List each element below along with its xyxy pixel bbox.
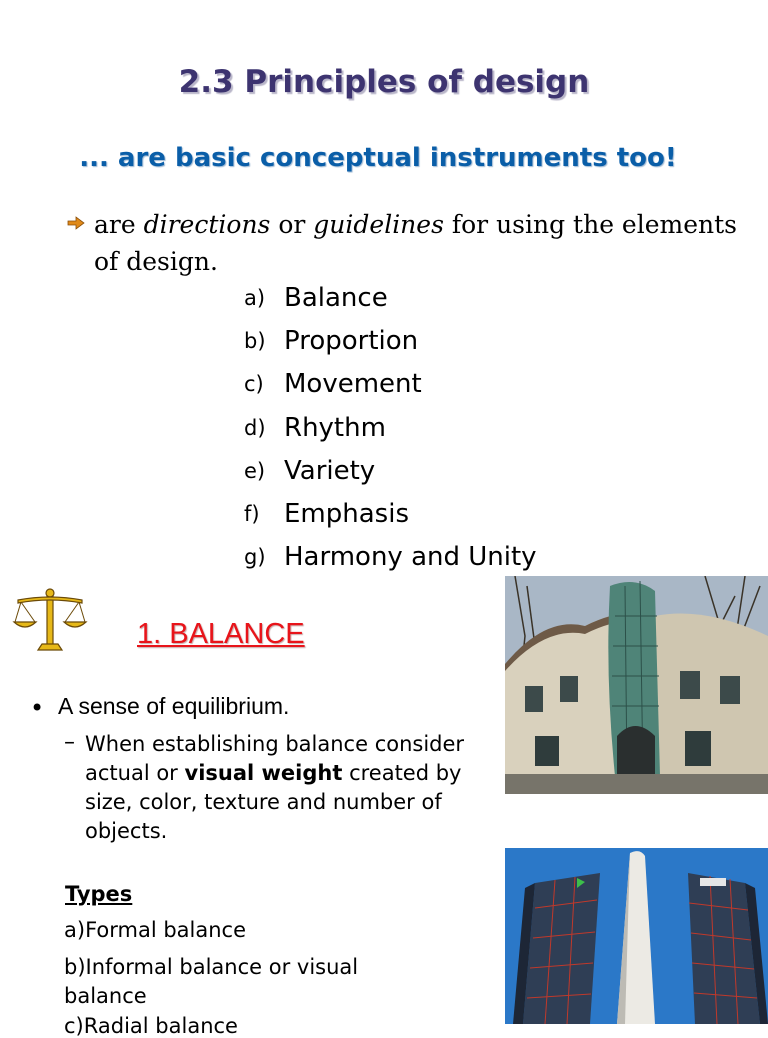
definition-text [94,206,744,280]
list-label: Balance [284,282,388,313]
establish-part2: created by size, color, texture and number of objects. [85,761,462,843]
list-label: Harmony and Unity [284,542,537,573]
crooked-house-photo [505,576,768,794]
list-letter: d) [244,415,266,440]
list-item [244,319,537,362]
principles-list [244,276,537,579]
type-label: Radial balance [83,1014,238,1038]
list-letter: e) [244,458,266,483]
types-label: Types [65,882,133,906]
list-item [244,492,537,535]
establish-part1: When establishing balance consider actual or [85,732,465,785]
list-letter: a) [244,285,266,310]
type-item [64,918,246,942]
type-letter: b) [64,955,86,979]
type-label: Informal balance or visual balance [64,955,359,1008]
slide-title: 2.3 Principles of design [178,64,590,100]
slide-subtitle: ... are basic conceptual instruments too! [79,143,677,173]
type-letter: c) [64,1014,84,1038]
list-letter: g) [244,545,266,570]
definition-suffix: for using the elements of design. [94,210,738,276]
bullet-dot: • [30,694,45,722]
definition-em-guidelines: guidelines [313,210,444,239]
balance-heading: 1. BALANCE [137,618,305,650]
list-label: Proportion [284,325,419,356]
establish-bold: visual weight [184,761,343,785]
type-letter: a) [64,918,86,942]
list-item [244,449,537,492]
definition-prefix: are [94,210,144,239]
list-letter: f) [244,502,260,527]
list-item [244,536,537,579]
list-letter: b) [244,328,266,353]
list-label: Variety [284,455,376,486]
type-item [64,1014,238,1038]
definition-mid: or [270,210,314,239]
type-item [64,953,444,1011]
arrow-right-icon [66,216,86,230]
list-label: Rhythm [284,412,386,443]
list-label: Emphasis [284,499,409,530]
dash-bullet: – [64,730,75,755]
scales-icon [12,586,88,656]
list-letter: c) [244,372,264,397]
establish-text [85,730,465,846]
type-label: Formal balance [85,918,247,942]
list-item [244,363,537,406]
list-item [244,406,537,449]
leaning-towers-photo [505,848,768,1024]
list-item [244,276,537,319]
definition-em-directions: directions [143,210,271,239]
list-label: Movement [284,369,422,400]
sense-text: A sense of equilibrium. [58,693,290,719]
